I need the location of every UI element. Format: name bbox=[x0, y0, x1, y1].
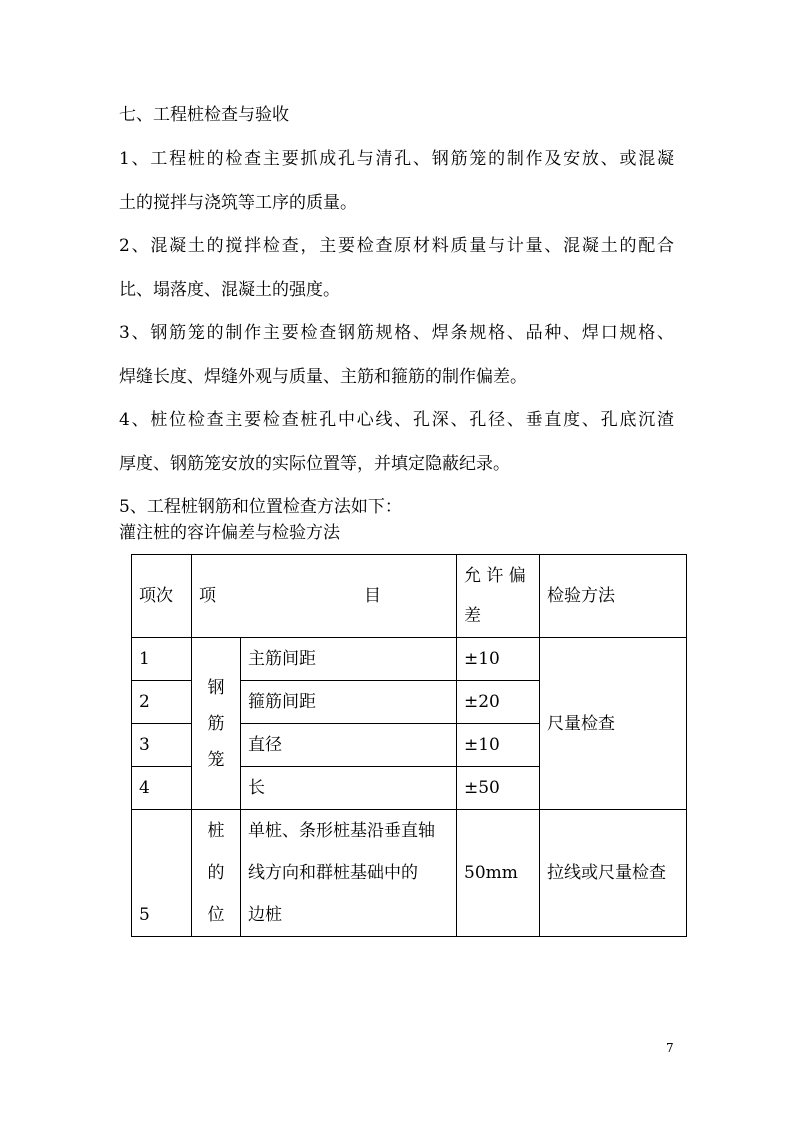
header-item-left: 项 bbox=[199, 586, 216, 606]
row-1-index: 1 bbox=[132, 638, 192, 681]
table-row bbox=[132, 810, 687, 937]
tolerance-table bbox=[131, 554, 687, 937]
row-3-index: 3 bbox=[132, 724, 192, 767]
category-char-3: 位 bbox=[207, 905, 225, 925]
row-5-tolerance: 50mm bbox=[457, 810, 540, 937]
row-5-item-line-2: 线方向和群桩基础中的 bbox=[248, 863, 418, 883]
category-char-3: 笼 bbox=[207, 749, 225, 770]
row-3-tolerance: ±10 bbox=[457, 724, 540, 767]
header-tolerance-line-2: 差 bbox=[464, 606, 481, 626]
header-method: 检验方法 bbox=[540, 555, 687, 638]
row-1-item: 主筋间距 bbox=[241, 638, 457, 681]
category-char-1: 钢 bbox=[207, 677, 225, 698]
paragraph-3-line-2: 焊缝长度、焊缝外观与质量、主筋和箍筋的制作偏差。 bbox=[119, 367, 527, 387]
row-5-item-line-1: 单桩、条形桩基沿垂直轴 bbox=[248, 821, 435, 841]
row-2-tolerance: ±20 bbox=[457, 681, 540, 724]
group-1-method: 尺量检查 bbox=[540, 638, 687, 810]
page-number: 7 bbox=[666, 1041, 674, 1055]
row-5-method: 拉线或尺量检查 bbox=[540, 810, 687, 937]
paragraph-4-line-2: 厚度、钢筋笼安放的实际位置等，并填定隐蔽纪录。 bbox=[119, 454, 510, 474]
row-4-tolerance: ±50 bbox=[457, 767, 540, 810]
table-caption: 灌注桩的容许偏差与检验方法 bbox=[119, 523, 340, 543]
paragraph-1-line-1: 1、工程桩的检查主要抓成孔与清孔、钢筋笼的制作及安放、或混凝 bbox=[119, 149, 674, 169]
row-2-item: 箍筋间距 bbox=[241, 681, 457, 724]
paragraph-2-line-2: 比、塌落度、混凝土的强度。 bbox=[119, 280, 340, 300]
row-2-index: 2 bbox=[132, 681, 192, 724]
header-item-right: 目 bbox=[364, 586, 381, 606]
paragraph-1-line-2: 土的搅拌与浇筑等工序的质量。 bbox=[119, 193, 357, 213]
row-4-index: 4 bbox=[132, 767, 192, 810]
header-index: 项次 bbox=[132, 555, 192, 638]
category-rebar-cage bbox=[192, 638, 241, 810]
paragraph-2-line-1: 2、混凝土的搅拌检查，主要检查原材料质量与计量、混凝土的配合 bbox=[119, 236, 674, 256]
table-header-row bbox=[132, 555, 687, 638]
category-char-1: 桩 bbox=[207, 821, 225, 841]
header-tolerance-line-1: 允 许 偏 bbox=[464, 566, 526, 586]
header-item bbox=[192, 555, 457, 638]
row-5-item bbox=[241, 810, 457, 937]
paragraph-3-line-1: 3、钢筋笼的制作主要检查钢筋规格、焊条规格、品种、焊口规格、 bbox=[119, 323, 674, 343]
paragraph-5: 5、工程桩钢筋和位置检查方法如下： bbox=[119, 497, 402, 517]
category-pile-position bbox=[192, 810, 241, 937]
category-char-2: 筋 bbox=[207, 713, 225, 734]
section-title: 七、工程桩检查与验收 bbox=[119, 105, 289, 125]
paragraph-4-line-1: 4、桩位检查主要检查桩孔中心线、孔深、孔径、垂直度、孔底沉渣 bbox=[119, 410, 674, 430]
row-5-item-line-3: 边桩 bbox=[248, 905, 282, 925]
row-1-tolerance: ±10 bbox=[457, 638, 540, 681]
category-char-2: 的 bbox=[207, 863, 225, 883]
row-4-item: 长 bbox=[241, 767, 457, 810]
row-5-index: 5 bbox=[132, 810, 192, 937]
table-row bbox=[132, 638, 687, 681]
row-3-item: 直径 bbox=[241, 724, 457, 767]
header-tolerance bbox=[457, 555, 540, 638]
